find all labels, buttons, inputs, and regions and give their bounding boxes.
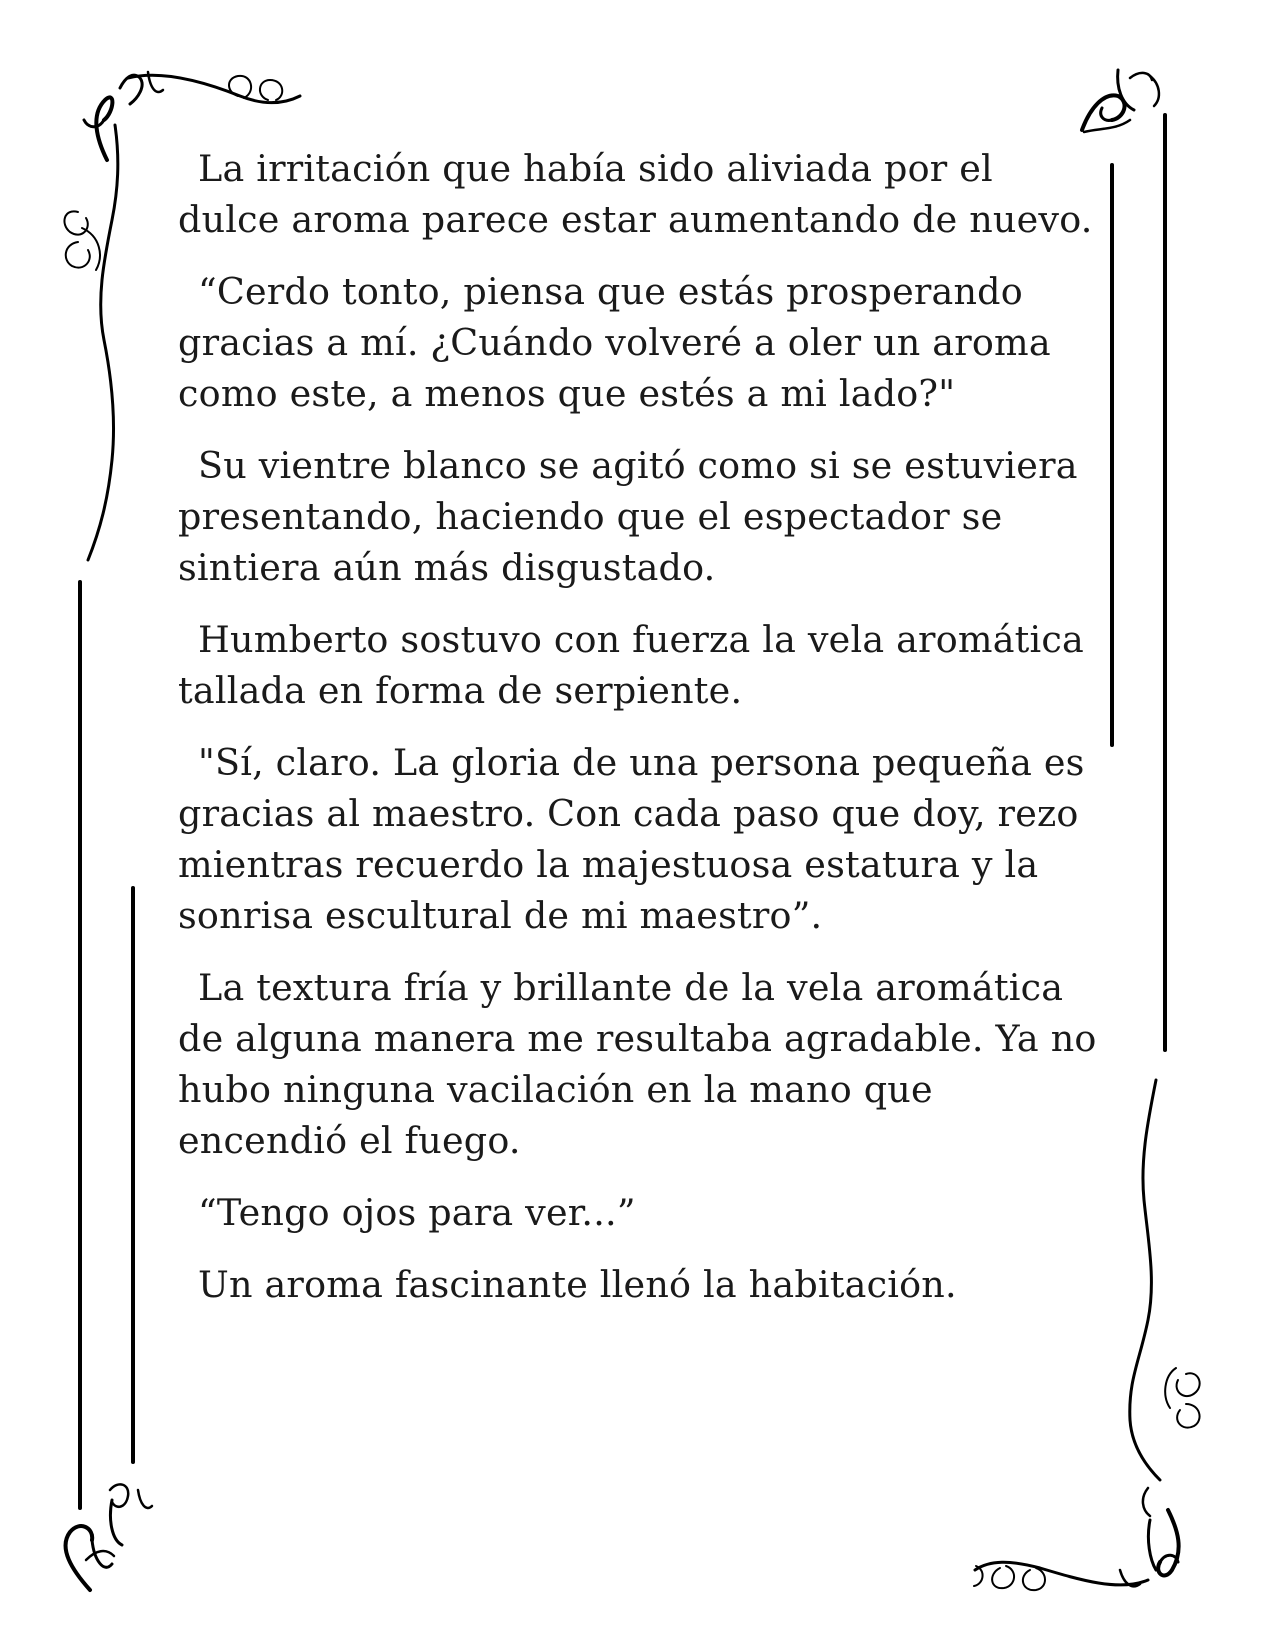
paragraph-2: “Cerdo tonto, piensa que estás prosperando gracias a mí. ¿Cuándo volveré a oler un aroma como este, a menos que estés a mi lado?" <box>178 270 1051 415</box>
story-text <box>178 143 1098 1331</box>
paragraph-5: "Sí, claro. La gloria de una persona pequeña es gracias al maestro. Con cada paso que doy, rezo mientras recuerdo la majestuosa estatura y la sonrisa escultural de mi maestro”. <box>178 741 1085 937</box>
top-right-flourish <box>1082 70 1159 132</box>
paragraph-6: La textura fría y brillante de la vela aromática de alguna manera me resultaba agradable. Ya no hubo ninguna vacilación en la mano que encendió el fuego. <box>178 966 1097 1162</box>
paragraph-1: La irritación que había sido aliviada por el dulce aroma parece estar aumentando de nuevo. <box>178 147 1093 241</box>
paragraph-4: Humberto sostuvo con fuerza la vela aromática tallada en forma de serpiente. <box>178 618 1084 712</box>
paragraph-3: Su vientre blanco se agitó como si se estuviera presentando, haciendo que el espectador se sintiera aún más disgustado. <box>178 444 1078 589</box>
paragraph-7: “Tengo ojos para ver...” <box>198 1191 636 1234</box>
paragraph-8: Un aroma fascinante llenó la habitación. <box>198 1263 957 1306</box>
